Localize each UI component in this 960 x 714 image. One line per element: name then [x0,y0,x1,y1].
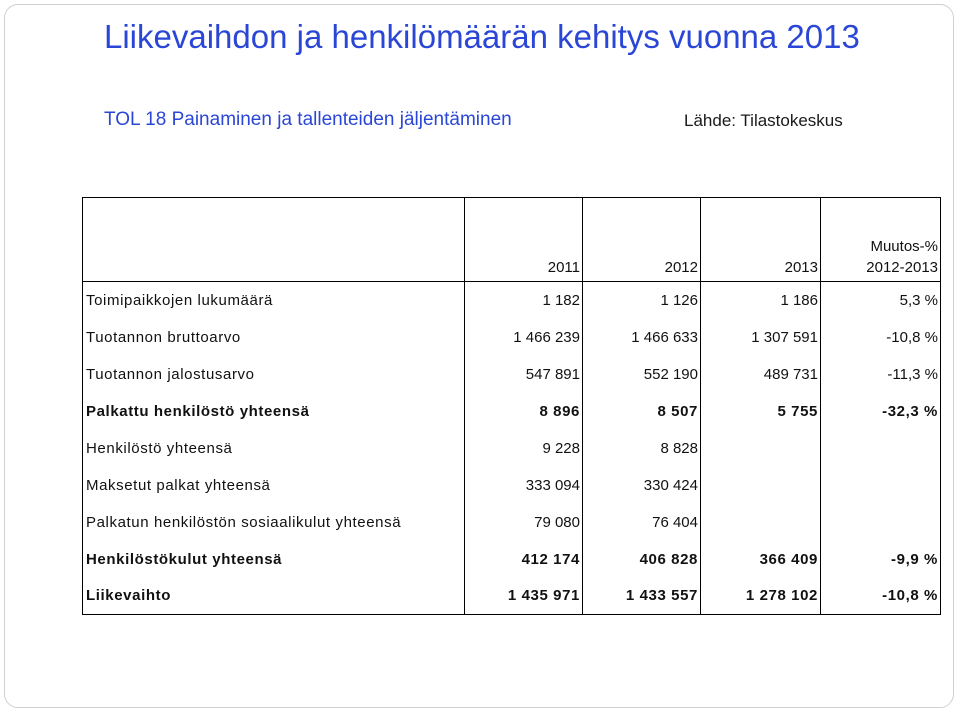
page-title: Liikevaihdon ja henkilömäärän kehitys vuonna 2013 [104,18,860,55]
cell-2012: 1 433 557 [583,578,701,615]
cell-change: -11,3 % [821,356,941,393]
cell-2011: 333 094 [465,467,583,504]
cell-change: -10,8 % [821,578,941,615]
row-label: Henkilöstökulut yhteensä [83,541,465,578]
header-label-cell [83,198,465,282]
cell-2011: 8 896 [465,393,583,430]
col-header-2012: 2012 [583,198,701,282]
cell-2013: 5 755 [701,393,821,430]
header-row [83,198,941,282]
cell-2013 [701,430,821,467]
cell-2012: 1 466 633 [583,319,701,356]
table-row [83,578,941,615]
col-header-2011: 2011 [465,198,583,282]
cell-change [821,504,941,541]
cell-2011: 1 182 [465,282,583,319]
cell-change: 5,3 % [821,282,941,319]
row-label: Toimipaikkojen lukumäärä [83,282,465,319]
cell-2013: 366 409 [701,541,821,578]
row-label: Palkattu henkilöstö yhteensä [83,393,465,430]
table-row [83,319,941,356]
cell-2013: 1 307 591 [701,319,821,356]
table-row [83,467,941,504]
cell-2013: 1 186 [701,282,821,319]
table-row [83,356,941,393]
cell-change: -32,3 % [821,393,941,430]
cell-2013 [701,467,821,504]
cell-2012: 552 190 [583,356,701,393]
cell-2012: 8 828 [583,430,701,467]
cell-2013: 1 278 102 [701,578,821,615]
cell-2012: 1 126 [583,282,701,319]
row-label: Maksetut palkat yhteensä [83,467,465,504]
cell-change: -9,9 % [821,541,941,578]
cell-2011: 79 080 [465,504,583,541]
table-row [83,430,941,467]
cell-2013 [701,504,821,541]
row-label: Liikevaihto [83,578,465,615]
cell-2011: 1 435 971 [465,578,583,615]
table-row [83,504,941,541]
cell-2012: 8 507 [583,393,701,430]
source-note: Lähde: Tilastokeskus [684,111,843,130]
cell-2013: 489 731 [701,356,821,393]
table-row [83,541,941,578]
cell-2012: 76 404 [583,504,701,541]
col-header-2013: 2013 [701,198,821,282]
cell-2011: 412 174 [465,541,583,578]
row-label: Palkatun henkilöstön sosiaalikulut yhteensä [83,504,465,541]
statistics-table [82,197,941,615]
row-label: Tuotannon bruttoarvo [83,319,465,356]
cell-change [821,467,941,504]
page-subtitle: TOL 18 Painaminen ja tallenteiden jäljentäminen [104,109,512,130]
row-label: Henkilöstö yhteensä [83,430,465,467]
col-header-change-line1: Muutos-% [870,238,938,255]
cell-2011: 9 228 [465,430,583,467]
col-header-change [821,198,941,282]
cell-2011: 547 891 [465,356,583,393]
cell-2012: 406 828 [583,541,701,578]
cell-change: -10,8 % [821,319,941,356]
col-header-change-line2: 2012-2013 [866,259,938,276]
cell-2011: 1 466 239 [465,319,583,356]
cell-2012: 330 424 [583,467,701,504]
table-row [83,393,941,430]
cell-change [821,430,941,467]
row-label: Tuotannon jalostusarvo [83,356,465,393]
table-row [83,282,941,319]
